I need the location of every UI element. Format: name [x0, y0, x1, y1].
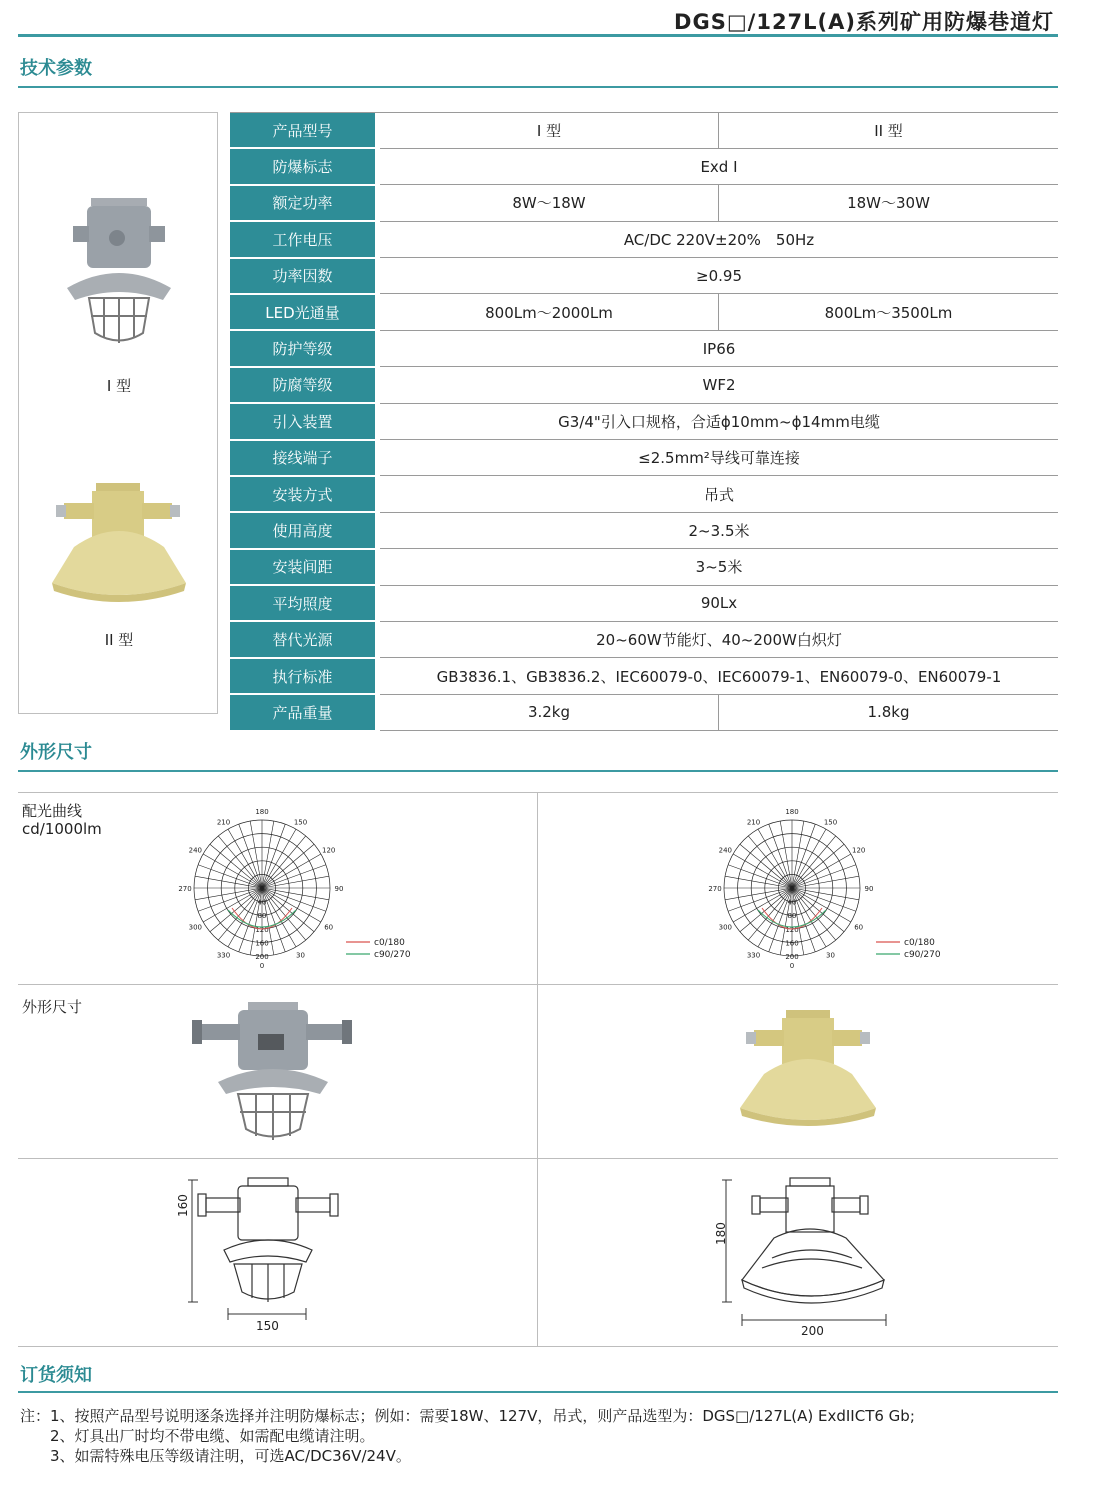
- polar-radial-label: 40: [257, 898, 267, 907]
- spec-row: [230, 221, 1058, 257]
- spec-value: ≥0.95: [380, 258, 1058, 294]
- spec-row: [230, 148, 1058, 184]
- order-notes: [20, 1406, 915, 1466]
- polar-angle-label: 60: [324, 923, 334, 932]
- curve-unit: cd/1000lm: [22, 820, 102, 838]
- spec-value-type1: 800Lm～2000Lm: [380, 294, 719, 330]
- section-divider-tech: [18, 86, 1058, 88]
- spec-label: 替代光源: [230, 621, 375, 657]
- spec-label: 产品重量: [230, 694, 375, 730]
- spec-row: [230, 403, 1058, 439]
- polar-radial-label: 120: [255, 925, 269, 934]
- polar-radial-label: 80: [787, 912, 797, 921]
- product-image-panel: [18, 112, 218, 714]
- spec-value: WF2: [380, 367, 1058, 403]
- spec-value: AC/DC 220V±20% 50Hz: [380, 221, 1058, 257]
- spec-row: [230, 258, 1058, 294]
- polar-chart-type2: [700, 806, 950, 976]
- note-3: 3、如需特殊电压等级请注明，可选AC/DC36V/24V。: [20, 1447, 411, 1465]
- spec-label: 安装间距: [230, 549, 375, 585]
- spec-label: 接线端子: [230, 440, 375, 476]
- spec-value-type2: II 型: [719, 113, 1059, 149]
- spec-row: [230, 658, 1058, 694]
- lamp-type1-photo: [188, 994, 353, 1149]
- polar-angle-label: 180: [785, 808, 799, 816]
- spec-value: 2~3.5米: [380, 512, 1058, 548]
- note-1: 注：1、按照产品型号说明逐条选择并注明防爆标志；例如：需要18W、127V，吊式，则产品选型为：DGS□/127L(A) ExdIICT6 Gb;: [20, 1407, 915, 1425]
- polar-angle-label: 150: [293, 818, 308, 827]
- polar-angle-label: 240: [718, 846, 733, 855]
- spec-value: 20~60W节能灯、40~200W白炽灯: [380, 621, 1058, 657]
- lamp-type2-photo: [730, 1004, 885, 1134]
- dims-grid-bottom: [18, 1346, 1058, 1347]
- polar-angle-label: 120: [851, 846, 866, 855]
- polar-angle-label: 300: [188, 923, 203, 932]
- spec-value: G3/4"引入口规格，合适ϕ10mm~ϕ14mm电缆: [380, 403, 1058, 439]
- spec-label: 平均照度: [230, 585, 375, 621]
- dim1-height-label: 160: [176, 1194, 190, 1217]
- section-divider-order: [18, 1391, 1058, 1393]
- spec-label: LED光通量: [230, 294, 375, 330]
- legend-label: c0/180: [904, 938, 935, 948]
- polar-radial-label: 200: [785, 953, 799, 961]
- polar-radial-label: 160: [785, 939, 799, 948]
- section-title-dims: 外形尺寸: [20, 742, 92, 763]
- polar-angle-label: 300: [718, 923, 733, 932]
- polar-radial-label: 160: [255, 939, 269, 948]
- legend-label: c90/270: [374, 950, 411, 960]
- polar-angle-label: 180: [255, 808, 269, 816]
- section-title-tech: 技术参数: [20, 58, 92, 79]
- dim1-width-label: 150: [256, 1319, 279, 1333]
- spec-value-type2: 1.8kg: [719, 694, 1059, 730]
- spec-row: [230, 367, 1058, 403]
- legend-label: c90/270: [904, 950, 941, 960]
- curve-label: 配光曲线: [22, 802, 83, 820]
- polar-angle-label: 120: [321, 846, 336, 855]
- polar-radial-label: 120: [785, 925, 799, 934]
- spec-row: [230, 621, 1058, 657]
- polar-angle-label: 0: [259, 962, 265, 970]
- section-divider-dims: [18, 770, 1058, 772]
- spec-value-type2: 18W～30W: [719, 185, 1059, 221]
- spec-row: [230, 585, 1058, 621]
- spec-label: 引入装置: [230, 403, 375, 439]
- spec-label: 执行标准: [230, 658, 375, 694]
- page-title: DGS□/127L(A)系列矿用防爆巷道灯: [674, 10, 1054, 34]
- type2-label: II 型: [104, 631, 134, 649]
- polar-angle-label: 150: [823, 818, 838, 827]
- spec-label: 使用高度: [230, 512, 375, 548]
- polar-angle-label: 330: [216, 951, 231, 960]
- polar-angle-label: 30: [826, 951, 835, 960]
- polar-angle-label: 0: [789, 962, 795, 970]
- polar-radial-label: 200: [255, 953, 269, 961]
- spec-label: 防爆标志: [230, 148, 375, 184]
- spec-row: [230, 185, 1058, 221]
- polar-angle-label: 90: [864, 885, 874, 893]
- polar-angle-label: 330: [746, 951, 761, 960]
- legend-label: c0/180: [374, 938, 405, 948]
- dims-grid-divider: [537, 792, 538, 1347]
- spec-label: 防护等级: [230, 330, 375, 366]
- spec-label: 产品型号: [230, 113, 375, 149]
- spec-row: [230, 694, 1058, 730]
- polar-radial-label: 40: [787, 898, 797, 907]
- spec-value: 90Lx: [380, 585, 1058, 621]
- spec-value: 3~5米: [380, 549, 1058, 585]
- spec-label: 防腐等级: [230, 367, 375, 403]
- type1-label: I 型: [106, 377, 132, 395]
- polar-angle-label: 90: [334, 885, 344, 893]
- polar-radial-label: 80: [257, 912, 267, 921]
- spec-label: 安装方式: [230, 476, 375, 512]
- spec-value-type1: I 型: [380, 113, 719, 149]
- spec-value-type1: 3.2kg: [380, 694, 719, 730]
- spec-row: [230, 476, 1058, 512]
- polar-angle-label: 210: [746, 818, 761, 827]
- spec-row: [230, 549, 1058, 585]
- section-title-order: 订货须知: [20, 1365, 92, 1386]
- spec-value: 吊式: [380, 476, 1058, 512]
- polar-angle-label: 240: [188, 846, 203, 855]
- spec-table: [230, 112, 1058, 732]
- lamp-type2-image: [44, 475, 194, 610]
- polar-angle-label: 30: [296, 951, 305, 960]
- spec-row: [230, 440, 1058, 476]
- spec-row: [230, 294, 1058, 330]
- polar-radial-label: 0: [259, 885, 265, 893]
- dimension-drawing-type2: [712, 1172, 897, 1332]
- lamp-type1-image: [59, 188, 179, 358]
- spec-value-type1: 8W～18W: [380, 185, 719, 221]
- polar-angle-label: 270: [178, 885, 192, 893]
- spec-value: GB3836.1、GB3836.2、IEC60079-0、IEC60079-1、EN60079-0、EN60079-1: [380, 658, 1058, 694]
- dimension-drawing-type1: [176, 1172, 356, 1337]
- polar-angle-label: 60: [854, 923, 864, 932]
- dim2-width-label: 200: [801, 1324, 824, 1338]
- spec-label: 额定功率: [230, 185, 375, 221]
- polar-angle-label: 210: [216, 818, 231, 827]
- spec-value-type2: 800Lm～3500Lm: [719, 294, 1059, 330]
- polar-chart-type1: [170, 806, 420, 976]
- polar-radial-label: 0: [789, 885, 795, 893]
- spec-value: IP66: [380, 330, 1058, 366]
- dims-grid-row1: [18, 984, 1058, 985]
- dim2-height-label: 180: [714, 1222, 728, 1245]
- spec-label: 功率因数: [230, 258, 375, 294]
- dims-grid-top: [18, 792, 1058, 793]
- spec-row: [230, 113, 1058, 149]
- spec-row: [230, 330, 1058, 366]
- note-2: 2、灯具出厂时均不带电缆、如需配电缆请注明。: [20, 1427, 375, 1445]
- spec-value: Exd I: [380, 148, 1058, 184]
- spec-label: 工作电压: [230, 221, 375, 257]
- header-divider: [18, 34, 1058, 37]
- spec-row: [230, 512, 1058, 548]
- dims-grid-row2: [18, 1158, 1058, 1159]
- spec-value: ≤2.5mm²导线可靠连接: [380, 440, 1058, 476]
- polar-angle-label: 270: [708, 885, 722, 893]
- shape-label: 外形尺寸: [22, 998, 83, 1016]
